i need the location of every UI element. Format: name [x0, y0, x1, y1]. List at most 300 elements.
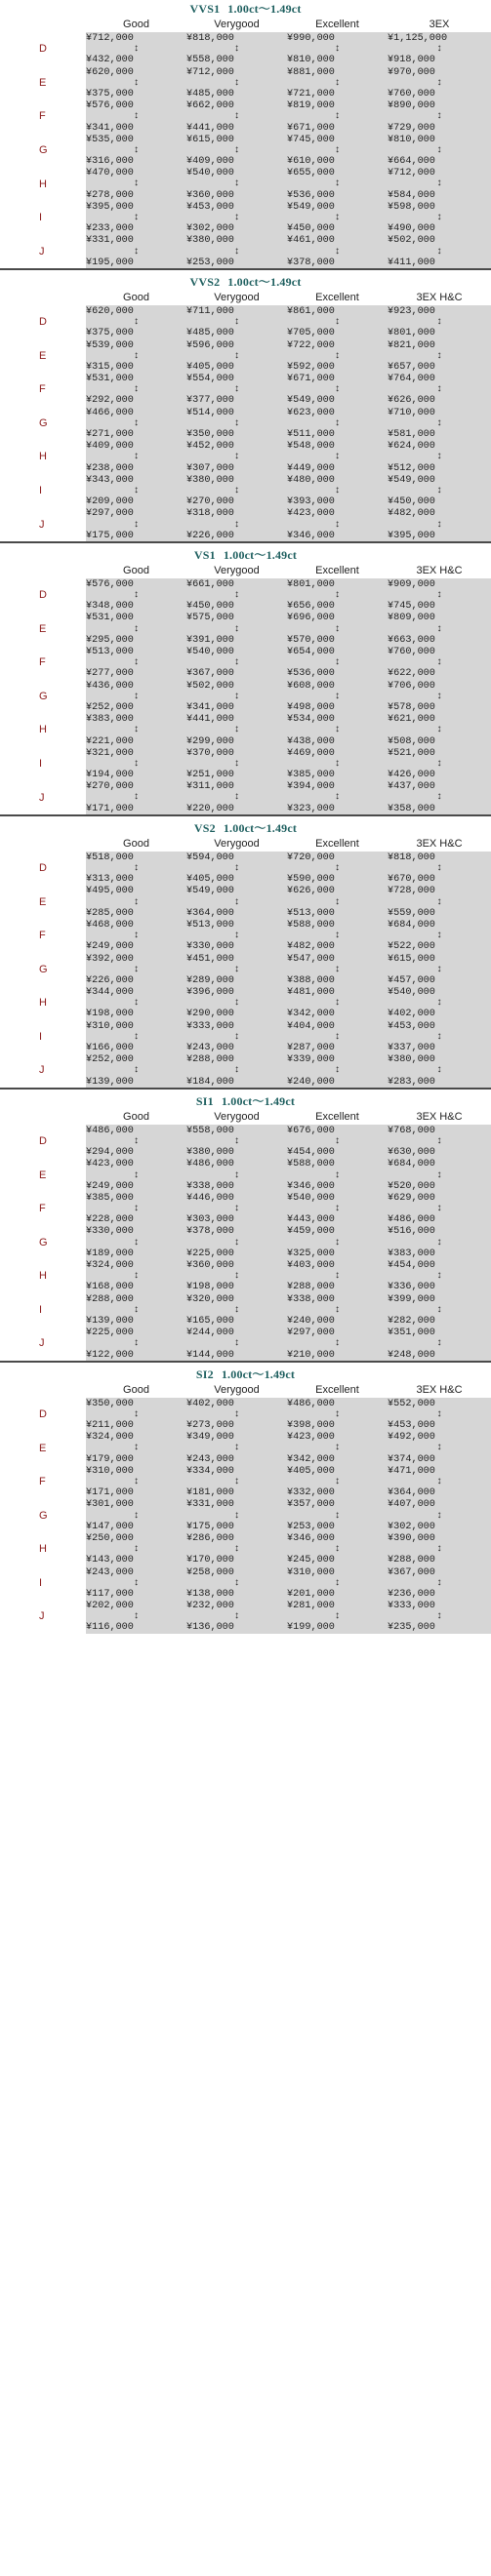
price-low: ¥240,000 [287, 1076, 335, 1088]
price-range-cell [186, 713, 287, 747]
price-high: ¥764,000 [388, 374, 435, 385]
header-blank [0, 18, 86, 32]
price-range-cell [388, 201, 491, 235]
price-high: ¥471,000 [388, 1465, 435, 1477]
range-arrow-icon: ↕ [133, 452, 140, 463]
range-arrow-icon: ↕ [233, 1169, 240, 1181]
price-low: ¥325,000 [287, 1248, 335, 1259]
price-low: ¥315,000 [86, 361, 134, 373]
price-low: ¥168,000 [86, 1282, 134, 1293]
grade-label: D [0, 852, 86, 886]
grade-label: F [0, 373, 86, 407]
price-section-vvs2 [0, 268, 491, 541]
price-low: ¥450,000 [186, 601, 234, 613]
price-range-cell [287, 780, 388, 814]
price-low: ¥342,000 [287, 1453, 335, 1465]
price-high: ¥310,000 [287, 1566, 335, 1578]
range-arrow-icon: ↕ [133, 77, 140, 89]
price-high: ¥821,000 [388, 339, 435, 351]
price-low: ¥252,000 [86, 701, 134, 713]
table-row [0, 1398, 491, 1432]
price-high: ¥459,000 [287, 1226, 335, 1238]
price-low: ¥138,000 [186, 1588, 234, 1600]
range-arrow-icon: ↕ [233, 1338, 240, 1350]
price-high: ¥470,000 [86, 168, 134, 179]
price-low: ¥454,000 [287, 1147, 335, 1159]
table-row [0, 167, 491, 201]
range-arrow-icon: ↕ [334, 77, 341, 89]
range-arrow-icon: ↕ [133, 1031, 140, 1043]
grade-label: F [0, 646, 86, 680]
price-low: ¥290,000 [186, 1009, 234, 1020]
grade-label: E [0, 612, 86, 646]
price-range-cell [287, 167, 388, 201]
price-high: ¥760,000 [388, 647, 435, 657]
range-arrow-icon: ↕ [133, 1237, 140, 1248]
range-arrow-icon: ↕ [334, 1135, 341, 1147]
price-range-cell [186, 919, 287, 953]
carat-range: 1.00ct～1.49ct [227, 2, 302, 16]
price-high: ¥270,000 [86, 781, 134, 793]
range-arrow-icon: ↕ [133, 144, 140, 156]
price-range-cell [86, 1566, 186, 1601]
price-high: ¥436,000 [86, 680, 134, 692]
column-header: Excellent [287, 291, 388, 305]
range-arrow-icon: ↕ [233, 1477, 240, 1487]
price-high: ¥818,000 [186, 33, 234, 44]
column-header: Good [86, 18, 186, 32]
price-high: ¥367,000 [388, 1566, 435, 1578]
price-range-cell [287, 1259, 388, 1293]
range-arrow-icon: ↕ [435, 417, 443, 429]
price-high: ¥461,000 [287, 235, 335, 247]
price-range-cell [287, 747, 388, 781]
price-range-cell [186, 1020, 287, 1054]
price-range-cell [388, 99, 491, 134]
price-low: ¥432,000 [86, 55, 134, 66]
grade-label: G [0, 953, 86, 987]
price-range-cell [86, 852, 186, 886]
range-arrow-icon: ↕ [334, 452, 341, 463]
price-range-cell [86, 305, 186, 339]
range-arrow-icon: ↕ [233, 758, 240, 770]
price-low: ¥438,000 [287, 735, 335, 747]
price-low: ¥243,000 [186, 1453, 234, 1465]
price-range-cell [86, 134, 186, 168]
price-low: ¥209,000 [86, 496, 134, 508]
price-range-cell [86, 167, 186, 201]
price-range-cell [186, 780, 287, 814]
price-low: ¥189,000 [86, 1248, 134, 1259]
price-range-cell [186, 373, 287, 407]
price-low: ¥199,000 [287, 1622, 335, 1634]
price-range-cell [186, 986, 287, 1020]
price-range-cell [287, 373, 388, 407]
price-high: ¥407,000 [388, 1499, 435, 1511]
price-low: ¥170,000 [186, 1555, 234, 1566]
price-low: ¥486,000 [388, 1214, 435, 1226]
range-arrow-icon: ↕ [133, 896, 140, 908]
price-high: ¥244,000 [186, 1328, 234, 1339]
table-row [0, 1431, 491, 1465]
price-high: ¥252,000 [86, 1054, 134, 1066]
price-low: ¥520,000 [388, 1180, 435, 1192]
grade-label: D [0, 305, 86, 339]
clarity-label: VS2 [193, 820, 216, 835]
range-arrow-icon: ↕ [133, 1169, 140, 1181]
price-low: ¥341,000 [86, 122, 134, 134]
range-arrow-icon: ↕ [233, 485, 240, 496]
price-low: ¥453,000 [388, 1420, 435, 1432]
range-arrow-icon: ↕ [334, 178, 341, 190]
price-range-cell [86, 612, 186, 646]
price-low: ¥760,000 [388, 88, 435, 99]
price-low: ¥377,000 [186, 395, 234, 407]
price-low: ¥270,000 [186, 496, 234, 508]
grade-label: J [0, 507, 86, 541]
column-header: Good [86, 1110, 186, 1125]
price-high: ¥454,000 [388, 1260, 435, 1271]
grade-label: G [0, 407, 86, 441]
price-low: ¥253,000 [287, 1521, 335, 1532]
price-high: ¥331,000 [86, 235, 134, 247]
table-row [0, 440, 491, 474]
price-high: ¥343,000 [86, 474, 134, 486]
price-low: ¥457,000 [388, 974, 435, 986]
price-high: ¥310,000 [86, 1020, 134, 1032]
price-range-cell [86, 1498, 186, 1532]
range-arrow-icon: ↕ [233, 1408, 240, 1420]
price-high: ¥540,000 [186, 168, 234, 179]
price-range-cell [186, 407, 287, 441]
price-high: ¥540,000 [388, 987, 435, 999]
price-low: ¥226,000 [86, 974, 134, 986]
price-low: ¥485,000 [186, 88, 234, 99]
price-low: ¥337,000 [388, 1043, 435, 1053]
price-high: ¥540,000 [186, 647, 234, 657]
price-range-cell [86, 32, 186, 66]
range-arrow-icon: ↕ [435, 623, 443, 635]
price-low: ¥342,000 [287, 1009, 335, 1020]
price-high: ¥492,000 [388, 1432, 435, 1444]
price-low: ¥248,000 [388, 1349, 435, 1361]
grade-label: G [0, 1225, 86, 1259]
price-high: ¥923,000 [388, 305, 435, 317]
table-row [0, 578, 491, 613]
price-range-cell [86, 1465, 186, 1499]
range-arrow-icon: ↕ [233, 452, 240, 463]
price-high: ¥588,000 [287, 919, 335, 931]
price-high: ¥576,000 [86, 578, 134, 590]
price-high: ¥453,000 [186, 201, 234, 213]
price-high: ¥720,000 [287, 852, 335, 863]
price-range-cell [388, 680, 491, 714]
price-range-cell [287, 1398, 388, 1432]
price-range-cell [186, 1192, 287, 1226]
price-low: ¥210,000 [287, 1349, 335, 1361]
range-arrow-icon: ↕ [133, 1271, 140, 1283]
range-arrow-icon: ↕ [334, 111, 341, 123]
price-high: ¥344,000 [86, 987, 134, 999]
range-arrow-icon: ↕ [334, 1304, 341, 1316]
price-range-cell [86, 780, 186, 814]
range-arrow-icon: ↕ [435, 317, 443, 329]
price-range-cell [186, 1398, 287, 1432]
price-range-cell [86, 953, 186, 987]
column-header: 3EX [388, 18, 491, 32]
price-high: ¥516,000 [388, 1226, 435, 1238]
price-low: ¥211,000 [86, 1420, 134, 1432]
range-arrow-icon: ↕ [334, 1338, 341, 1350]
range-arrow-icon: ↕ [435, 77, 443, 89]
price-range-cell [86, 66, 186, 100]
section-title [0, 1092, 491, 1110]
range-arrow-icon: ↕ [233, 1304, 240, 1316]
price-high: ¥324,000 [86, 1260, 134, 1271]
price-low: ¥307,000 [186, 462, 234, 474]
section-title [0, 819, 491, 837]
price-high: ¥711,000 [186, 305, 234, 317]
price-range-cell [287, 885, 388, 919]
table-row [0, 407, 491, 441]
price-section-vvs1 [0, 0, 491, 268]
price-low: ¥184,000 [186, 1076, 234, 1088]
price-range-cell [388, 507, 491, 541]
price-range-cell [287, 1566, 388, 1601]
price-low: ¥144,000 [186, 1349, 234, 1361]
price-high: ¥608,000 [287, 680, 335, 692]
range-arrow-icon: ↕ [334, 485, 341, 496]
price-range-cell [287, 305, 388, 339]
grade-label: D [0, 1398, 86, 1432]
grade-label: H [0, 713, 86, 747]
price-high: ¥403,000 [287, 1260, 335, 1271]
price-low: ¥338,000 [186, 1180, 234, 1192]
price-range-cell [388, 1600, 491, 1634]
price-low: ¥536,000 [287, 668, 335, 680]
table-row [0, 474, 491, 508]
price-range-cell [287, 32, 388, 66]
table-row [0, 339, 491, 374]
price-range-cell [287, 1125, 388, 1159]
price-low: ¥511,000 [287, 429, 335, 440]
price-high: ¥558,000 [186, 1125, 234, 1136]
grade-label: D [0, 578, 86, 613]
price-high: ¥502,000 [388, 235, 435, 247]
price-low: ¥171,000 [86, 1487, 134, 1499]
price-range-cell [287, 99, 388, 134]
price-low: ¥341,000 [186, 701, 234, 713]
range-arrow-icon: ↕ [435, 213, 443, 223]
price-high: ¥441,000 [186, 714, 234, 726]
price-low: ¥201,000 [287, 1588, 335, 1600]
header-blank [0, 1383, 86, 1398]
price-range-cell [186, 1465, 287, 1499]
price-range-cell [86, 1398, 186, 1432]
price-high: ¥598,000 [388, 201, 435, 213]
price-low: ¥364,000 [186, 907, 234, 919]
price-high: ¥399,000 [388, 1293, 435, 1305]
price-low: ¥287,000 [287, 1043, 335, 1053]
column-header: 3EX H&C [388, 564, 491, 578]
range-arrow-icon: ↕ [334, 863, 341, 874]
range-arrow-icon: ↕ [133, 1477, 140, 1487]
price-high: ¥615,000 [186, 134, 234, 145]
price-range-cell [388, 1327, 491, 1361]
price-low: ¥443,000 [287, 1214, 335, 1226]
price-high: ¥394,000 [287, 781, 335, 793]
grade-label: E [0, 1158, 86, 1192]
price-low: ¥302,000 [186, 223, 234, 235]
price-high: ¥383,000 [86, 714, 134, 726]
price-range-cell [287, 1431, 388, 1465]
grade-label: I [0, 1020, 86, 1054]
range-arrow-icon: ↕ [334, 758, 341, 770]
table-row [0, 780, 491, 814]
range-arrow-icon: ↕ [133, 384, 140, 396]
price-low: ¥630,000 [388, 1147, 435, 1159]
price-low: ¥117,000 [86, 1588, 134, 1600]
price-range-cell [388, 747, 491, 781]
range-arrow-icon: ↕ [233, 144, 240, 156]
price-low: ¥498,000 [287, 701, 335, 713]
price-high: ¥990,000 [287, 33, 335, 44]
column-header: Excellent [287, 1110, 388, 1125]
range-arrow-icon: ↕ [334, 144, 341, 156]
price-low: ¥745,000 [388, 601, 435, 613]
carat-range: 1.00ct～1.49ct [221, 1367, 296, 1381]
range-arrow-icon: ↕ [133, 931, 140, 942]
price-range-cell [388, 32, 491, 66]
range-arrow-icon: ↕ [334, 1204, 341, 1215]
price-range-cell [186, 1259, 287, 1293]
range-arrow-icon: ↕ [233, 1271, 240, 1283]
price-high: ¥339,000 [287, 1054, 335, 1066]
column-header: Verygood [186, 291, 287, 305]
price-high: ¥423,000 [287, 1432, 335, 1444]
range-arrow-icon: ↕ [435, 590, 443, 602]
price-range-cell [388, 578, 491, 613]
price-high: ¥513,000 [186, 919, 234, 931]
price-high: ¥712,000 [388, 168, 435, 179]
grade-label: I [0, 201, 86, 235]
price-low: ¥801,000 [388, 328, 435, 339]
price-range-cell [186, 305, 287, 339]
price-range-cell [287, 713, 388, 747]
range-arrow-icon: ↕ [334, 519, 341, 531]
range-arrow-icon: ↕ [233, 1443, 240, 1454]
price-high: ¥596,000 [186, 339, 234, 351]
range-arrow-icon: ↕ [334, 1611, 341, 1623]
price-low: ¥292,000 [86, 395, 134, 407]
range-arrow-icon: ↕ [233, 590, 240, 602]
range-arrow-icon: ↕ [133, 725, 140, 736]
price-table [0, 837, 491, 1088]
price-high: ¥486,000 [287, 1398, 335, 1409]
table-row [0, 713, 491, 747]
price-low: ¥350,000 [186, 429, 234, 440]
price-high: ¥712,000 [186, 66, 234, 78]
range-arrow-icon: ↕ [334, 590, 341, 602]
price-range-cell [186, 339, 287, 374]
grade-label: G [0, 134, 86, 168]
price-high: ¥881,000 [287, 66, 335, 78]
price-low: ¥245,000 [287, 1555, 335, 1566]
price-high: ¥405,000 [287, 1465, 335, 1477]
price-high: ¥801,000 [287, 578, 335, 590]
price-high: ¥588,000 [287, 1159, 335, 1170]
price-high: ¥380,000 [186, 474, 234, 486]
range-arrow-icon: ↕ [435, 1304, 443, 1316]
price-low: ¥147,000 [86, 1521, 134, 1532]
table-row [0, 201, 491, 235]
range-arrow-icon: ↕ [133, 758, 140, 770]
price-high: ¥311,000 [186, 781, 234, 793]
price-low: ¥283,000 [388, 1076, 435, 1088]
range-arrow-icon: ↕ [233, 1544, 240, 1556]
price-low: ¥166,000 [86, 1043, 134, 1053]
price-low: ¥175,000 [86, 530, 134, 541]
range-arrow-icon: ↕ [435, 691, 443, 702]
price-low: ¥348,000 [86, 601, 134, 613]
price-low: ¥226,000 [186, 530, 234, 541]
price-range-cell [186, 1532, 287, 1566]
price-low: ¥918,000 [388, 55, 435, 66]
price-high: ¥446,000 [186, 1192, 234, 1204]
price-low: ¥378,000 [287, 257, 335, 268]
range-arrow-icon: ↕ [133, 1338, 140, 1350]
range-arrow-icon: ↕ [133, 1510, 140, 1522]
range-arrow-icon: ↕ [233, 691, 240, 702]
grade-label: H [0, 167, 86, 201]
price-table [0, 1110, 491, 1361]
price-low: ¥449,000 [287, 462, 335, 474]
price-range-cell [86, 919, 186, 953]
carat-range: 1.00ct～1.49ct [223, 547, 298, 562]
price-high: ¥861,000 [287, 305, 335, 317]
range-arrow-icon: ↕ [233, 964, 240, 975]
price-low: ¥721,000 [287, 88, 335, 99]
column-header: Verygood [186, 1110, 287, 1125]
price-low: ¥235,000 [388, 1622, 435, 1634]
grade-label: I [0, 1293, 86, 1328]
price-high: ¥495,000 [86, 886, 134, 897]
price-high: ¥615,000 [388, 953, 435, 965]
range-arrow-icon: ↕ [133, 246, 140, 258]
range-arrow-icon: ↕ [233, 317, 240, 329]
price-low: ¥584,000 [388, 189, 435, 201]
range-arrow-icon: ↕ [435, 931, 443, 942]
price-range-cell [287, 680, 388, 714]
range-arrow-icon: ↕ [233, 725, 240, 736]
price-range-cell [86, 1192, 186, 1226]
table-row [0, 1293, 491, 1328]
range-arrow-icon: ↕ [133, 1304, 140, 1316]
price-range-cell [86, 373, 186, 407]
price-high: ¥360,000 [186, 1260, 234, 1271]
range-arrow-icon: ↕ [435, 1408, 443, 1420]
table-row [0, 234, 491, 268]
price-low: ¥450,000 [287, 223, 335, 235]
price-low: ¥671,000 [287, 122, 335, 134]
price-high: ¥540,000 [287, 1192, 335, 1204]
price-high: ¥655,000 [287, 168, 335, 179]
price-low: ¥225,000 [186, 1248, 234, 1259]
range-arrow-icon: ↕ [334, 317, 341, 329]
grade-label: E [0, 1431, 86, 1465]
grade-label: F [0, 1465, 86, 1499]
price-high: ¥481,000 [287, 987, 335, 999]
